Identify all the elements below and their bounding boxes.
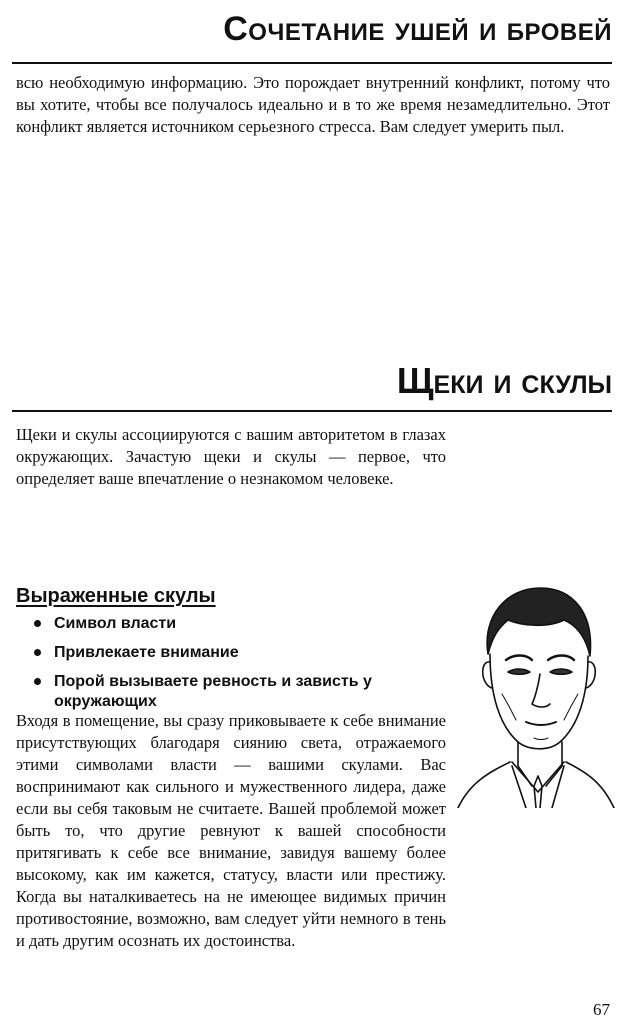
bullet-text: Порой вызываете ревность и зависть у окружающих <box>54 673 372 710</box>
bullet-list <box>32 614 442 721</box>
bullet-dot-icon <box>34 678 41 685</box>
section-title: Щеки и скулы <box>396 360 612 401</box>
section-rule <box>12 410 612 412</box>
subsection-title: Выраженные скулы <box>16 585 216 607</box>
subsection-body: Входя в помещение, вы сразу приковываете к себе внимание присутствующих благодаря сиянию света, отражаемого этими символами власти — вашими скулами. Вас воспринимают как сильного и мужественного лидера, даже если вы себя таковым не считаете. Вашей проблемой может быть то, что другие ревнуют к вашей способности притягивать к себе все внимание, завидуя вашему более высокому, как им кажется, статусу, власти или престижу. Когда вы наталкиваетесь на не имеющее видимых причин противостояние, возможно, вам следует уйти немного в тень и дать другим осознать их достоинства. <box>16 711 446 950</box>
intro-paragraph: всю необходимую информацию. Это порождает внутренний конфликт, потому что вы хотите, чтобы все получалось идеально и в то же время незамедлительно. Этот конфликт является источником серьезного стресса. Вам следует умерить пыл. <box>16 73 610 136</box>
header-title: Сочетание ушей и бровей <box>223 10 612 48</box>
bullet-item <box>32 614 442 634</box>
header-rule <box>12 62 612 64</box>
bullet-item <box>32 672 442 712</box>
bullet-dot-icon <box>34 649 41 656</box>
section-intro: Щеки и скулы ассоциируются с вашим авторитетом в глазах окружающих. Зачастую щеки и скулы — первое, что определяет ваше впечатление о незнакомом человеке. <box>16 425 446 488</box>
page-number: 67 <box>593 1000 610 1019</box>
bullet-dot-icon <box>34 620 41 627</box>
bullet-text: Привлекаете внимание <box>54 644 239 661</box>
man-portrait-sketch-icon <box>452 576 618 808</box>
bullet-item <box>32 643 442 663</box>
bullet-text: Символ власти <box>54 615 177 632</box>
